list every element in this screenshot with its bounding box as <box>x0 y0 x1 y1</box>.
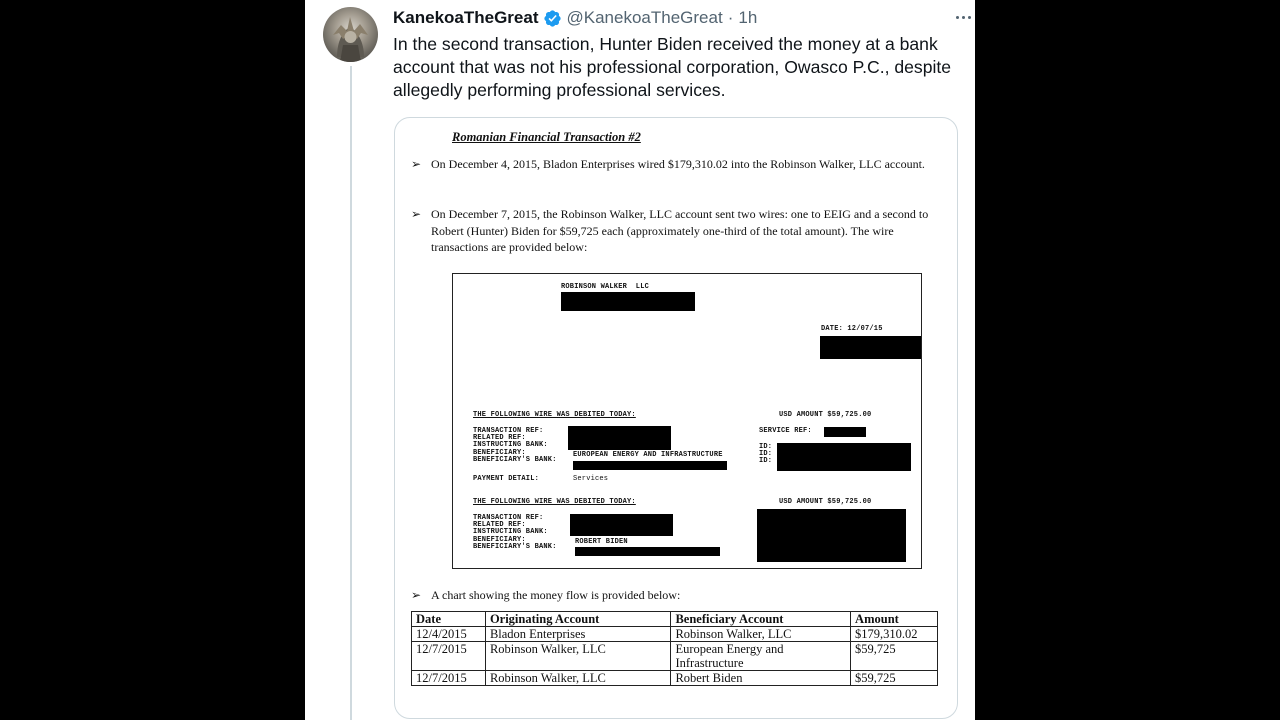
table-cell: Robinson Walker, LLC <box>671 627 851 642</box>
wire-section1-beneficiary: EUROPEAN ENERGY AND INFRASTRUCTURE <box>573 451 723 459</box>
wire-service-ref: SERVICE REF: <box>759 427 812 435</box>
paragraph-1: On December 4, 2015, Bladon Enterprises wired $179,310.02 into the Robinson Walker, LLC account. <box>431 157 925 171</box>
table-cell: Robert Biden <box>671 671 851 686</box>
avatar-image <box>323 7 378 62</box>
wire-section1-header: THE FOLLOWING WIRE WAS DEBITED TODAY: <box>473 411 636 419</box>
wire-ids: ID: ID: ID: <box>759 443 773 466</box>
wire-payment-value: Services <box>573 475 609 483</box>
redaction-box <box>570 514 673 536</box>
tweet-media-image[interactable] <box>394 117 958 719</box>
wire-section1-labels: TRANSACTION REF: RELATED REF: INSTRUCTING BANK: BENEFICIARY: BENEFICIARY'S BANK: <box>473 427 557 464</box>
redaction-box <box>824 427 866 437</box>
tweet-header <box>393 6 757 30</box>
table-cell: 12/7/2015 <box>412 671 486 686</box>
separator-dot: · <box>727 8 734 27</box>
bullet-icon: ➢ <box>411 157 422 171</box>
timestamp[interactable]: 1h <box>738 8 758 27</box>
paragraph-3: A chart showing the money flow is provided below: <box>431 588 681 602</box>
table-cell: $59,725 <box>851 642 938 671</box>
more-options-icon[interactable] <box>953 7 973 27</box>
document-image <box>395 118 957 718</box>
table-cell: 12/4/2015 <box>412 627 486 642</box>
table-row <box>412 671 938 686</box>
wire-date: DATE: 12/07/15 <box>821 325 883 333</box>
table-header: Date <box>412 612 486 627</box>
table-header: Beneficiary Account <box>671 612 851 627</box>
table-header-row <box>412 612 938 627</box>
wire-section2-header: THE FOLLOWING WIRE WAS DEBITED TODAY: <box>473 498 636 506</box>
wire-section2-labels: TRANSACTION REF: RELATED REF: INSTRUCTING BANK: BENEFICIARY: BENEFICIARY'S BANK: <box>473 514 557 551</box>
table-cell: Robinson Walker, LLC <box>485 671 671 686</box>
bullet-icon: ➢ <box>411 207 422 221</box>
wire-company: ROBINSON WALKER LLC <box>561 283 650 291</box>
redaction-box <box>575 547 720 556</box>
paragraph-2: On December 7, 2015, the Robinson Walker, LLC account sent two wires: one to EEIG and a second to Robert (Hunter) Biden for $59,725 each (approximately one-third of the total amount). The wire transactions are provided below: <box>431 207 929 254</box>
bullet-icon: ➢ <box>411 588 422 602</box>
redaction-box <box>820 336 921 359</box>
document-title: Romanian Financial Transaction #2 <box>452 130 641 144</box>
table-row <box>412 627 938 642</box>
verified-badge-icon <box>543 9 562 28</box>
display-name[interactable]: KanekoaTheGreat <box>393 8 539 27</box>
handle[interactable]: @KanekoaTheGreat <box>566 8 723 27</box>
avatar[interactable] <box>323 7 378 62</box>
table-header: Originating Account <box>485 612 671 627</box>
thread-line <box>350 66 352 720</box>
redaction-box <box>573 461 727 470</box>
redaction-box <box>757 509 906 562</box>
money-flow-table <box>411 611 938 686</box>
wire-payment-label: PAYMENT DETAIL: <box>473 475 540 483</box>
table-row <box>412 642 938 671</box>
table-cell: Bladon Enterprises <box>485 627 671 642</box>
redaction-box <box>568 426 671 450</box>
tweet-text: In the second transaction, Hunter Biden received the money at a bank account that was not his professional corporation, Owasco P.C., despite allegedly performing professional services. <box>393 34 952 100</box>
table-cell: $59,725 <box>851 671 938 686</box>
table-cell: European Energy and Infrastructure <box>671 642 851 671</box>
table-cell: Robinson Walker, LLC <box>485 642 671 671</box>
wire-record <box>452 273 922 569</box>
tweet-panel <box>305 0 975 720</box>
redaction-box <box>561 292 695 311</box>
wire-section2-amount: USD AMOUNT $59,725.00 <box>779 498 872 506</box>
table-header: Amount <box>851 612 938 627</box>
table-cell: 12/7/2015 <box>412 642 486 671</box>
wire-section2-beneficiary: ROBERT BIDEN <box>575 538 628 546</box>
table-cell: $179,310.02 <box>851 627 938 642</box>
redaction-box <box>777 443 911 471</box>
wire-section1-amount: USD AMOUNT $59,725.00 <box>779 411 872 419</box>
